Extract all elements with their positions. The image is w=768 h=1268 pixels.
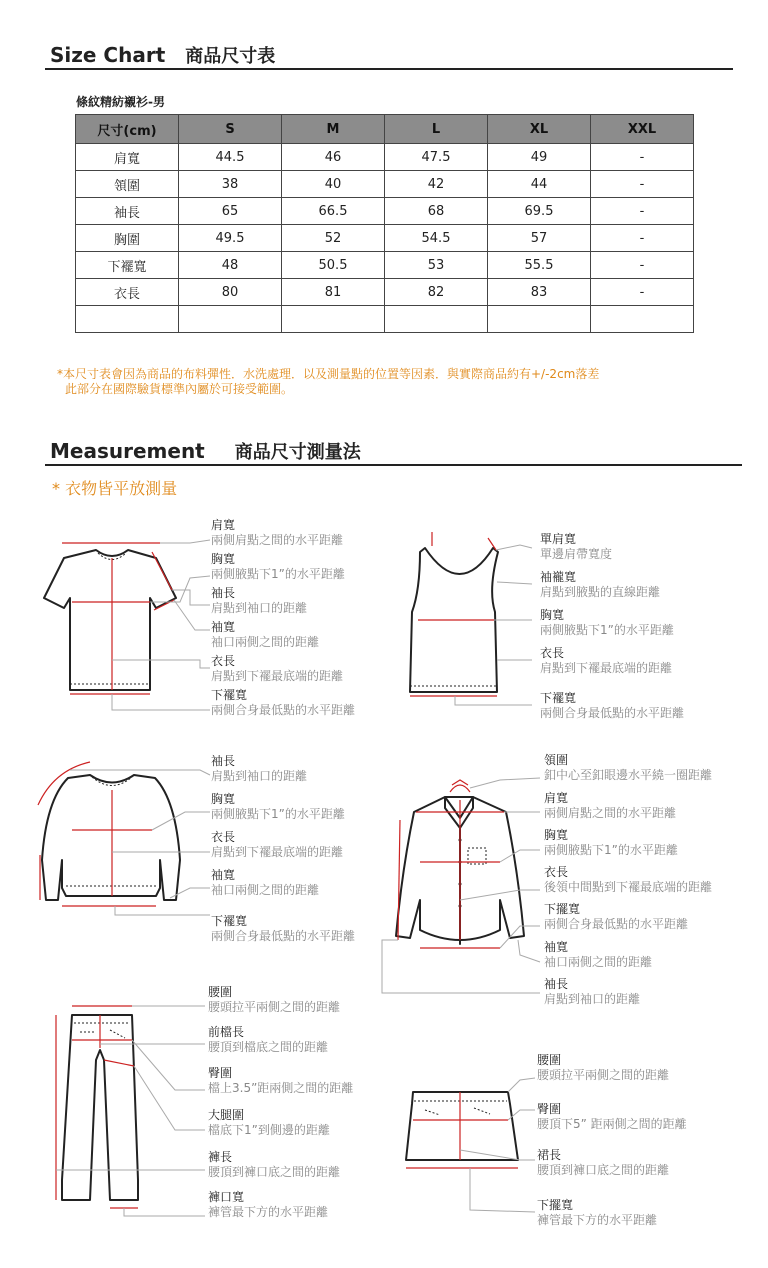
value-cell: - <box>591 225 694 252</box>
measure-label-desc: 肩點到袖口的距離 <box>211 769 308 783</box>
row-label-cell: 袖長 <box>76 198 179 225</box>
value-cell: - <box>591 144 694 171</box>
value-cell: 49.5 <box>179 225 282 252</box>
measure-label-title: 下襬寬 <box>211 914 248 928</box>
value-cell: 48 <box>179 252 282 279</box>
measure-label <box>544 865 712 895</box>
value-cell: - <box>591 252 694 279</box>
measure-label-title: 衣長 <box>211 830 236 844</box>
measure-label-desc: 兩側合身最低點的水平距離 <box>211 703 356 717</box>
measure-label <box>211 792 345 822</box>
measure-label-desc: 肩點到腋點的直線距離 <box>540 585 661 599</box>
measure-label-desc: 兩側腋點下1”的水平距離 <box>544 843 678 857</box>
measure-label-desc: 肩點到下襬最底端的距離 <box>211 845 344 859</box>
measure-label-title: 肩寬 <box>544 791 569 805</box>
product-name: 條紋精紡襯衫-男 <box>76 95 165 109</box>
measure-label-title: 胸寬 <box>211 792 236 806</box>
value-cell: 68 <box>385 198 488 225</box>
shirt-illustration <box>382 778 540 993</box>
measure-label <box>540 532 612 562</box>
measure-label <box>208 1190 328 1220</box>
measure-label-desc: 兩側合身最低點的水平距離 <box>540 706 685 720</box>
measure-label-title: 前檔長 <box>208 1025 245 1039</box>
measurement-title: Measurement <box>50 439 205 463</box>
measure-label <box>211 620 319 650</box>
measure-label <box>537 1148 669 1178</box>
measure-label-desc: 檔上3.5”距兩側之間的距離 <box>208 1081 354 1095</box>
measure-label <box>211 754 307 784</box>
row-label-cell: 下襬寬 <box>76 252 179 279</box>
measure-label <box>544 791 676 821</box>
measure-label <box>540 691 684 721</box>
measure-label <box>208 1025 328 1055</box>
measure-label <box>544 753 712 783</box>
header-cell: L <box>385 115 488 144</box>
value-cell: 47.5 <box>385 144 488 171</box>
value-cell: 54.5 <box>385 225 488 252</box>
measure-label-desc: 肩點到下襬最底端的距離 <box>540 661 673 675</box>
measure-label <box>544 940 652 970</box>
row-label-cell: 肩寬 <box>76 144 179 171</box>
measure-label-title: 臀圍 <box>208 1066 233 1080</box>
value-cell: 83 <box>488 279 591 306</box>
value-cell: 57 <box>488 225 591 252</box>
measure-label-desc: 檔底下1”到側邊的距離 <box>208 1123 330 1137</box>
header-cell: S <box>179 115 282 144</box>
measure-label-desc: 腰頂下5” 距兩側之間的距離 <box>537 1117 687 1131</box>
value-cell: 82 <box>385 279 488 306</box>
measure-label-title: 腰圍 <box>208 985 233 999</box>
measure-label-title: 袖寬 <box>544 940 569 954</box>
measure-label <box>544 902 688 932</box>
measure-label-desc: 肩點到袖口的距離 <box>211 601 308 615</box>
sweater-illustration <box>38 762 210 915</box>
measure-label-title: 胸寬 <box>540 608 565 622</box>
value-cell: 44.5 <box>179 144 282 171</box>
measure-label-desc: 兩側腋點下1”的水平距離 <box>211 567 345 581</box>
measure-label-desc: 袖口兩側之間的距離 <box>211 635 320 649</box>
measure-label-desc: 褲管最下方的水平距離 <box>537 1213 658 1227</box>
measure-label-desc: 腰頭拉平兩側之間的距離 <box>208 1000 341 1014</box>
measure-label-title: 袖寬 <box>211 620 236 634</box>
measure-label-desc: 兩側合身最低點的水平距離 <box>211 929 356 943</box>
measure-label <box>211 586 307 616</box>
header-cell: 尺寸(cm) <box>76 115 179 144</box>
value-cell: 55.5 <box>488 252 591 279</box>
measure-label <box>537 1102 687 1132</box>
size-chart-title: Size Chart <box>50 43 166 67</box>
measure-label <box>211 654 343 684</box>
measure-label-title: 下擺寬 <box>544 902 581 916</box>
value-cell: 42 <box>385 171 488 198</box>
flat-note: * 衣物皆平放測量 <box>52 479 178 498</box>
measure-label-title: 袖長 <box>211 586 236 600</box>
measure-label-title: 袖寬 <box>211 868 236 882</box>
measure-label-title: 領圍 <box>544 753 569 767</box>
measure-label-desc: 單邊肩帶寬度 <box>540 547 613 561</box>
measure-label <box>211 552 345 582</box>
measure-label-desc: 腰頂到檔底之間的距離 <box>208 1040 329 1054</box>
measure-label <box>211 688 355 718</box>
value-cell: 53 <box>385 252 488 279</box>
measure-label-desc: 後領中間點到下襬最底端的距離 <box>544 880 713 894</box>
measure-label-title: 肩寬 <box>211 518 236 532</box>
measure-label-title: 胸寬 <box>544 828 569 842</box>
value-cell: 38 <box>179 171 282 198</box>
value-cell: 52 <box>282 225 385 252</box>
measure-label <box>208 985 340 1015</box>
measure-label <box>540 646 672 676</box>
value-cell: 69.5 <box>488 198 591 225</box>
measure-label <box>211 518 343 548</box>
measure-label <box>537 1053 669 1083</box>
header-cell: XXL <box>591 115 694 144</box>
value-cell: 50.5 <box>282 252 385 279</box>
measure-label-title: 褲口寬 <box>208 1190 245 1204</box>
measure-label <box>208 1066 353 1096</box>
value-cell: - <box>591 279 694 306</box>
measure-label-desc: 釦中心至釦眼邊水平繞一圈距離 <box>544 768 713 782</box>
measure-label-title: 下襬寬 <box>211 688 248 702</box>
measure-label-desc: 兩側腋點下1”的水平距離 <box>540 623 674 637</box>
measure-label-desc: 兩側肩點之間的水平距離 <box>211 533 344 547</box>
measure-label-title: 衣長 <box>544 865 569 879</box>
measure-label-title: 褲長 <box>208 1150 233 1164</box>
header-cell: M <box>282 115 385 144</box>
measure-label-desc: 腰頭拉平兩側之間的距離 <box>537 1068 670 1082</box>
measurement-title-cn: 商品尺寸測量法 <box>234 442 361 463</box>
measure-label <box>208 1150 340 1180</box>
row-label-cell: 領圍 <box>76 171 179 198</box>
size-note-line2: 此部分在國際驗貨標準內屬於可接受範圍。 <box>65 382 294 396</box>
measure-label <box>211 914 355 944</box>
measure-label <box>537 1198 657 1228</box>
measure-label-desc: 肩點到下襬最底端的距離 <box>211 669 344 683</box>
measure-label-desc: 兩側腋點下1”的水平距離 <box>211 807 345 821</box>
size-note-line1: *本尺寸表會因為商品的布料彈性．水洗處理．以及測量點的位置等因素．與實際商品約有+/-2cm落差 <box>57 367 600 381</box>
measure-label-title: 裙長 <box>537 1148 562 1162</box>
measure-label-title: 衣長 <box>540 646 565 660</box>
measure-label-desc: 腰頂到褲口底之間的距離 <box>208 1165 341 1179</box>
measure-label-title: 袖長 <box>544 977 569 991</box>
measure-label-title: 大腿圍 <box>208 1108 245 1122</box>
measure-label-title: 袖長 <box>211 754 236 768</box>
measure-label <box>211 830 343 860</box>
value-cell: 46 <box>282 144 385 171</box>
measure-label <box>540 570 660 600</box>
value-cell: 49 <box>488 144 591 171</box>
row-label-cell: 胸圍 <box>76 225 179 252</box>
value-cell: 44 <box>488 171 591 198</box>
value-cell: 65 <box>179 198 282 225</box>
measure-label-desc: 兩側肩點之間的水平距離 <box>544 806 677 820</box>
value-cell: - <box>591 171 694 198</box>
value-cell: 80 <box>179 279 282 306</box>
tshirt-illustration <box>44 540 210 710</box>
measure-label-title: 下襬寬 <box>540 691 577 705</box>
pants-illustration <box>56 1006 205 1216</box>
measure-label-desc: 腰頂到褲口底之間的距離 <box>537 1163 670 1177</box>
measure-label-title: 臀圍 <box>537 1102 562 1116</box>
size-chart-title-cn: 商品尺寸表 <box>185 46 276 67</box>
measure-label-title: 袖襱寬 <box>540 570 577 584</box>
skirt-illustration <box>406 1078 535 1212</box>
measure-label-title: 單肩寬 <box>540 532 577 546</box>
header-cell: XL <box>488 115 591 144</box>
measure-label-desc: 兩側合身最低點的水平距離 <box>544 917 689 931</box>
measure-label-title: 胸寬 <box>211 552 236 566</box>
measure-label-desc: 肩點到袖口的距離 <box>544 992 641 1006</box>
measure-label-title: 下擺寬 <box>537 1198 574 1212</box>
measure-label-title: 腰圍 <box>537 1053 562 1067</box>
measure-label-desc: 袖口兩側之間的距離 <box>544 955 653 969</box>
row-label-cell: 衣長 <box>76 279 179 306</box>
value-cell: 40 <box>282 171 385 198</box>
value-cell: 81 <box>282 279 385 306</box>
measure-label <box>544 977 640 1007</box>
measure-label <box>211 868 319 898</box>
measure-label-desc: 褲管最下方的水平距離 <box>208 1205 329 1219</box>
measure-label <box>540 608 674 638</box>
measure-label <box>544 828 678 858</box>
value-cell: - <box>591 198 694 225</box>
measure-label-desc: 袖口兩側之間的距離 <box>211 883 320 897</box>
tank-illustration <box>410 532 532 705</box>
measure-label <box>208 1108 330 1138</box>
measure-label-title: 衣長 <box>211 654 236 668</box>
value-cell: 66.5 <box>282 198 385 225</box>
